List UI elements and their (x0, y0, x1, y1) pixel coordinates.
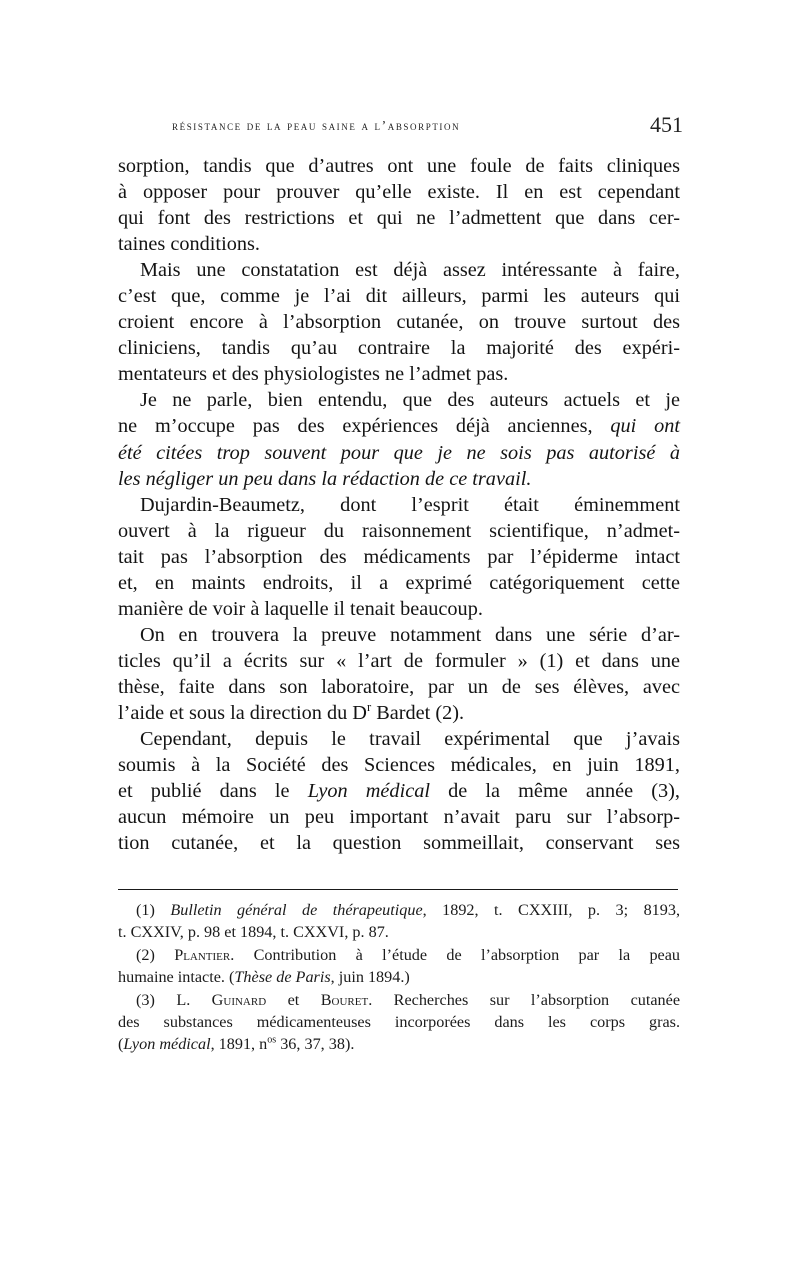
text-line: Dujardin-Beaumetz, dont l’esprit était éminemment (140, 493, 680, 516)
running-title: résistance de la peau saine a l’absorption (172, 118, 461, 133)
text-line: On en trouvera la preuve notamment dans une série d’ar- (140, 623, 680, 646)
text-line: et, en maints endroits, il a exprimé catégoriquement cette (118, 571, 680, 594)
text-line (118, 413, 680, 439)
text-run: humaine intacte. ( (118, 967, 235, 986)
text-line: c’est que, comme je l’ai dit ailleurs, parmi les auteurs qui (118, 285, 680, 308)
paragraph-1 (118, 153, 680, 257)
footnote-separator (118, 889, 678, 890)
text-line (118, 466, 680, 492)
running-head (118, 112, 683, 142)
footnote-line (118, 990, 680, 1012)
text-run: ( (118, 1034, 124, 1053)
italic-run: les négliger un peu dans la rédaction de ce travail. (118, 467, 532, 490)
paragraph-4 (118, 492, 680, 622)
footnote-line: t. CXXIV, p. 98 et 1894, t. CXXVI, p. 87. (118, 922, 389, 941)
footnotes (118, 900, 680, 1057)
text-run: (1) (136, 901, 171, 919)
paragraph-3 (118, 387, 680, 491)
footnote-2 (118, 945, 680, 988)
footnote-line (118, 1034, 680, 1056)
italic-run: Lyon médical (307, 780, 430, 803)
text-line: Cependant, depuis le travail expérimental que j’avais (140, 728, 680, 751)
italic-run: qui ont (610, 415, 681, 438)
text-run: de la même année (3), (429, 780, 680, 803)
paragraph-6 (118, 726, 680, 856)
text-run: , 1892, t. CXXIII, p. 3; 8193, (422, 901, 681, 919)
footnote-line: des substances médicamenteuses incorporées dans les corps gras. (118, 1012, 680, 1031)
author-name: Plantier (174, 946, 231, 965)
text-line: manière de voir à laquelle il tenait beaucoup. (118, 597, 483, 620)
author-name: L. Guinard (176, 991, 267, 1010)
text-line: ticles qu’il a écrits sur « l’art de formuler » (1) et dans une (118, 649, 680, 672)
footnote-3 (118, 990, 680, 1055)
text-line: thèse, faite dans son laboratoire, par un de ses élèves, avec (118, 675, 680, 698)
text-run: et publié dans le (118, 780, 308, 803)
italic-run: été citées trop souvent pour que je ne sois pas autorisé à (118, 441, 680, 464)
paragraph-2 (118, 257, 680, 387)
text-run: l’aide et sous la direction du D (118, 701, 367, 724)
text-line: Mais une constatation est déjà assez intéressante à faire, (140, 259, 680, 282)
body-text (118, 153, 680, 856)
text-run: . Recherches sur l’absorption cutanée (368, 991, 681, 1010)
text-line (118, 440, 680, 466)
text-run: 36, 37, 38). (276, 1034, 355, 1053)
text-line: à opposer pour prouver qu’elle existe. Il en est cependant (118, 181, 680, 204)
text-line: Je ne parle, bien entendu, que des auteurs actuels et je (140, 389, 680, 412)
text-run: et (266, 991, 321, 1010)
superscript: r (366, 700, 372, 715)
text-run: (2) (136, 946, 175, 965)
superscript: os (267, 1034, 277, 1046)
text-line: tion cutanée, et la question sommeillait, conservant ses (118, 832, 680, 855)
text-run: ne m’occupe pas des expériences déjà anciennes, (118, 415, 593, 438)
text-run: . Contribution à l’étude de l’absorption par la peau (230, 946, 681, 965)
author-name: Bouret (320, 991, 369, 1010)
text-line: aucun mémoire un peu important n’avait paru sur l’absorp- (118, 806, 680, 829)
italic-run: Lyon médical (123, 1034, 211, 1053)
footnote-1 (118, 900, 680, 943)
text-line: cliniciens, tandis qu’au contraire la majorité des expéri- (118, 337, 680, 360)
text-line (118, 700, 680, 726)
page-number: 451 (650, 112, 683, 137)
text-run: (3) (136, 991, 177, 1010)
text-line (118, 778, 680, 804)
text-line: mentateurs et des physiologistes ne l’admet pas. (118, 363, 509, 386)
text-run: , juin 1894.) (330, 967, 410, 986)
text-line: croient encore à l’absorption cutanée, on trouve surtout des (118, 311, 680, 334)
footnote-line (118, 967, 680, 989)
footnote-line (118, 900, 680, 922)
text-run: , 1891, n (210, 1034, 268, 1053)
footnote-line (118, 945, 680, 967)
text-line: taines conditions. (118, 233, 260, 256)
italic-run: Thèse de Paris (234, 967, 331, 986)
italic-run: Bulletin général de thérapeutique (170, 901, 423, 919)
paragraph-5 (118, 622, 680, 726)
text-line: ouvert à la rigueur du raisonnement scientifique, n’admet- (118, 519, 680, 542)
text-line: sorption, tandis que d’autres ont une foule de faits cliniques (118, 155, 680, 177)
text-run: Bardet (2). (371, 701, 465, 724)
text-line: tait pas l’absorption des médicaments par l’épiderme intact (118, 545, 680, 568)
text-line: qui font des restrictions et qui ne l’admettent que dans cer- (118, 207, 680, 230)
text-line: soumis à la Société des Sciences médicales, en juin 1891, (118, 754, 680, 777)
